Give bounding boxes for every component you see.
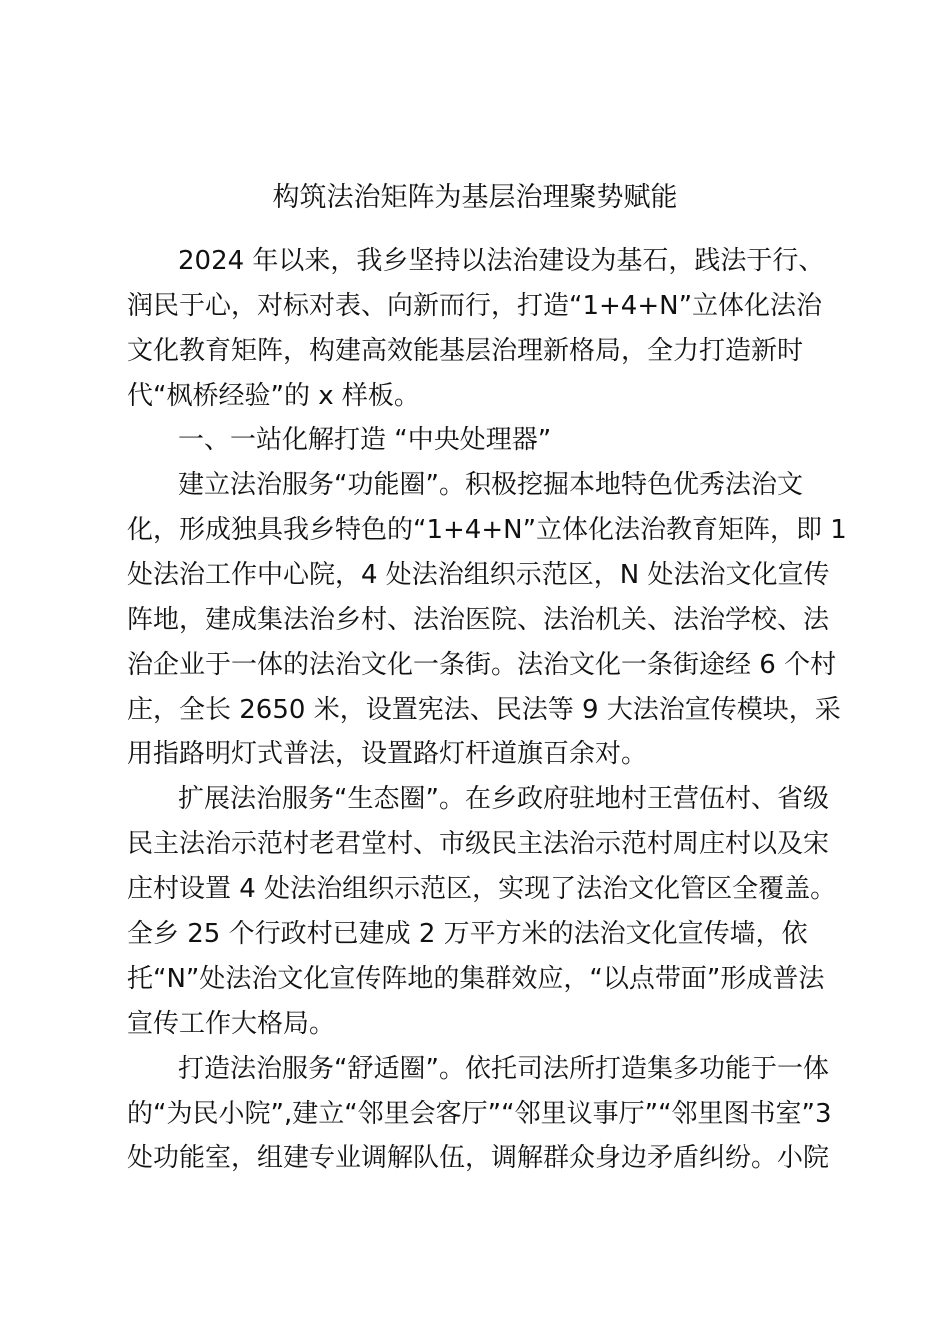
paragraph-line: 打造法治服务“舒适圈”。依托司法所打造集多功能于一体 [178,1054,829,1084]
paragraph-line: 用指路明灯式普法，设置路灯杆道旗百余对。 [127,739,648,769]
paragraph-line: 2024 年以来，我乡坚持以法治建设为基石，践法于行、 [178,246,825,276]
paragraph-line: 文化教育矩阵，构建高效能基层治理新格局，全力打造新时 [127,336,804,366]
paragraph-line: 宣传工作大格局。 [127,1009,336,1039]
paragraph-line: 润民于心，对标对表、向新而行，打造“1+4+N”立体化法治 [127,291,823,321]
paragraph-line: 民主法治示范村老君堂村、市级民主法治示范村周庄村以及宋 [127,829,830,859]
paragraph-line: 处功能室，组建专业调解队伍，调解群众身边矛盾纠纷。小院 [127,1143,830,1173]
paragraph-line: 托“N”处法治文化宣传阵地的集群效应，“以点带面”形成普法 [127,964,825,994]
paragraph-line: 治企业于一体的法治文化一条街。法治文化一条街途经 6 个村 [127,650,837,680]
paragraph-line: 化，形成独具我乡特色的“1+4+N”立体化法治教育矩阵，即 1 [127,515,847,545]
paragraph-line: 建立法治服务“功能圈”。积极挖掘本地特色优秀法治文 [178,470,803,500]
paragraph-line: 扩展法治服务“生态圈”。在乡政府驻地村王营伍村、省级 [178,784,829,814]
section-heading: 一、一站化解打造 “中央处理器” [178,425,552,455]
paragraph-line: 代“枫桥经验”的 x 样板。 [127,381,420,411]
paragraph-line: 的“为民小院”,建立“邻里会客厅”“邻里议事厅”“邻里图书室”3 [127,1099,832,1129]
paragraph-line: 阵地，建成集法治乡村、法治医院、法治机关、法治学校、法 [127,605,830,635]
paragraph-line: 庄村设置 4 处法治组织示范区，实现了法治文化管区全覆盖。 [127,874,837,904]
paragraph-line: 全乡 25 个行政村已建成 2 万平方米的法治文化宣传墙，依 [127,919,808,949]
paragraph-line: 处法治工作中心院，4 处法治组织示范区，N 处法治文化宣传 [127,560,830,590]
paragraph-line: 庄，全长 2650 米，设置宪法、民法等 9 大法治宣传模块，采 [127,695,841,725]
document-title: 构筑法治矩阵为基层治理聚势赋能 [272,182,678,213]
